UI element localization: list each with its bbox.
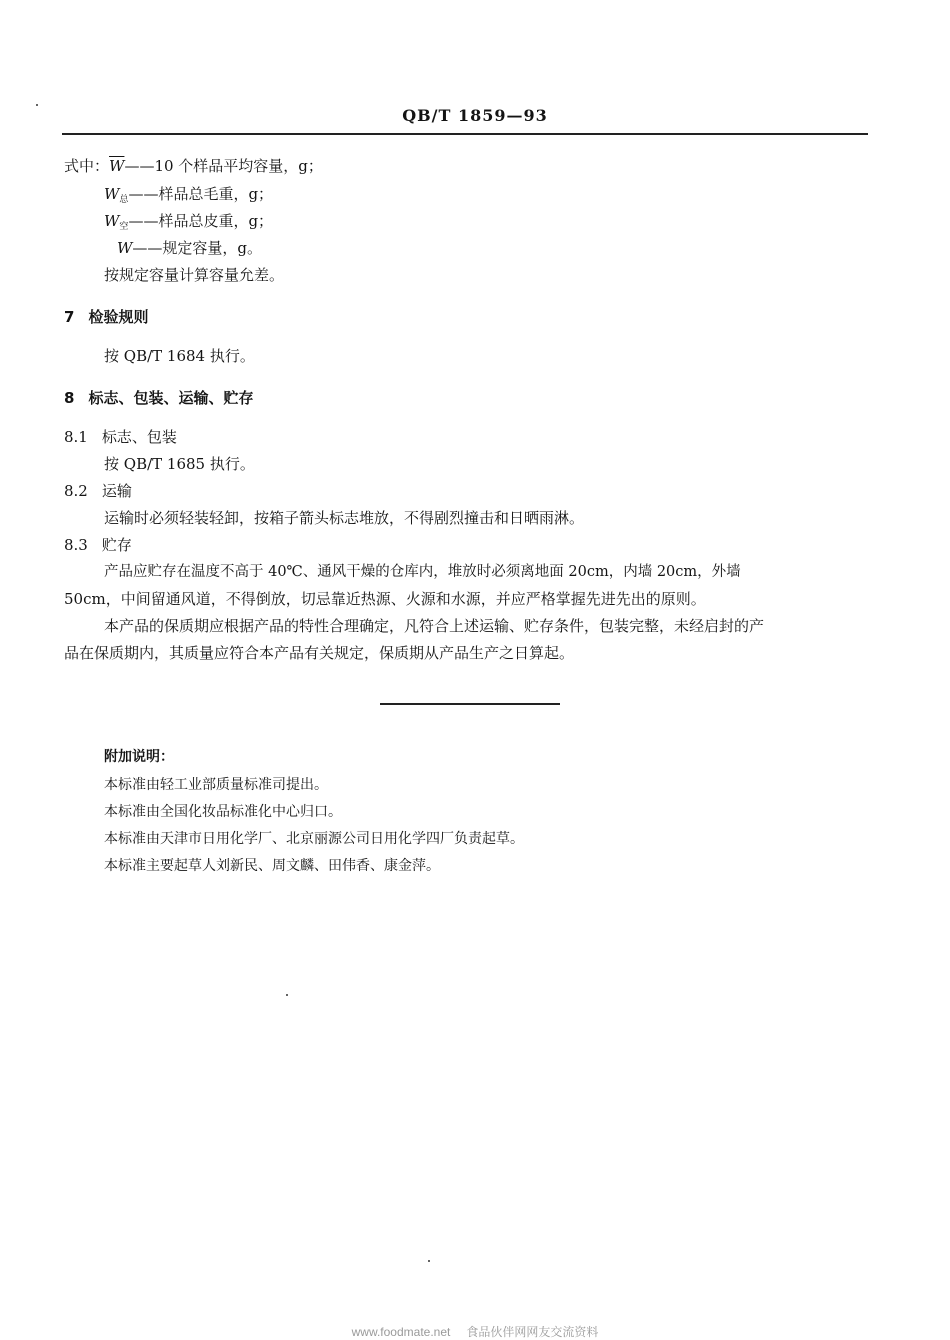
section-8-2-body: 运输时必须轻装轻卸，按箱子箭头标志堆放，不得剧烈撞击和日晒雨淋。 — [104, 509, 585, 527]
legend-subscript-tare: 空 — [119, 222, 129, 232]
document-code-header: QB/T 1859—93 — [402, 106, 548, 125]
header-rule — [62, 133, 868, 135]
legend-row-tare — [104, 211, 273, 237]
section-7-body: 按 QB/T 1684 执行。 — [104, 347, 255, 365]
additional-note-line: 本标准由全国化妆品标准化中心归口。 — [104, 804, 342, 820]
footer-text: 食品伙伴网网友交流资料 — [466, 1325, 599, 1339]
section-8-1-title: 标志、包装 — [101, 428, 177, 446]
section-8-number: 8 — [64, 389, 75, 407]
additional-note-line: 本标准主要起草人刘新民、周文麟、田伟香、康金萍。 — [104, 858, 440, 874]
legend-prefix: 式中： — [64, 157, 110, 175]
footer-site: www.foodmate.net — [351, 1325, 451, 1339]
section-8-title: 标志、包装、运输、贮存 — [88, 389, 254, 407]
section-8-2-number: 8.2 — [64, 482, 88, 500]
legend-symbol-gross: W — [104, 185, 120, 203]
legend-row-gross — [104, 184, 273, 210]
legend-subscript-gross: 总 — [119, 195, 129, 205]
legend-note: 按规定容量计算容量允差。 — [104, 266, 285, 284]
end-of-text-rule — [380, 703, 560, 705]
legend-symbol-tare: W — [104, 212, 120, 230]
legend-symbol-specified: W — [117, 239, 133, 257]
section-8-heading — [64, 387, 253, 408]
section-8-1-body: 按 QB/T 1685 执行。 — [104, 455, 255, 473]
footer-watermark — [0, 1323, 950, 1340]
additional-notes-title: 附加说明： — [104, 749, 174, 765]
section-7-title: 检验规则 — [88, 308, 149, 326]
section-8-3-number: 8.3 — [64, 536, 88, 554]
additional-note-line: 本标准由轻工业部质量标准司提出。 — [104, 777, 328, 793]
section-8-2-heading — [64, 481, 132, 501]
scan-speck — [36, 104, 38, 106]
legend-row-specified — [117, 238, 262, 258]
legend-desc-tare: ——样品总皮重，g； — [128, 212, 274, 230]
legend-desc-gross: ——样品总毛重，g； — [128, 185, 274, 203]
legend-row-mean — [64, 156, 323, 176]
legend-symbol-mean: $\overline{W}$ — [109, 157, 125, 175]
section-8-3-para1-line2: 50cm，中间留通风道，不得倒放，切忌靠近热源、火源和水源，并应严格掌握先进先出的原则。 — [64, 590, 706, 608]
additional-note-line: 本标准由天津市日用化学厂、北京丽源公司日用化学四厂负责起草。 — [104, 831, 524, 847]
section-8-1-number: 8.1 — [64, 428, 88, 446]
scan-speck — [428, 1260, 430, 1262]
section-8-2-title: 运输 — [101, 482, 132, 500]
section-8-3-title: 贮存 — [101, 536, 132, 554]
legend-desc-mean: ——10 个样品平均容量，g； — [124, 157, 323, 175]
section-8-3-para1-line1: 产品应贮存在温度不高于 40℃、通风干燥的仓库内，堆放时必须离地面 20cm，内墙 20cm，外墙 — [104, 564, 741, 580]
legend-desc-specified: ——规定容量，g。 — [132, 239, 263, 257]
section-8-1-heading — [64, 427, 177, 447]
section-7-number: 7 — [64, 308, 75, 326]
section-7-heading — [64, 306, 148, 327]
scan-speck — [286, 994, 288, 996]
section-8-3-para2-line2: 品在保质期内，其质量应符合本产品有关规定，保质期从产品生产之日算起。 — [64, 644, 575, 662]
section-8-3-heading — [64, 535, 132, 555]
section-8-3-para2-line1: 本产品的保质期应根据产品的特性合理确定，凡符合上述运输、贮存条件，包装完整，未经启封的产 — [104, 617, 765, 635]
